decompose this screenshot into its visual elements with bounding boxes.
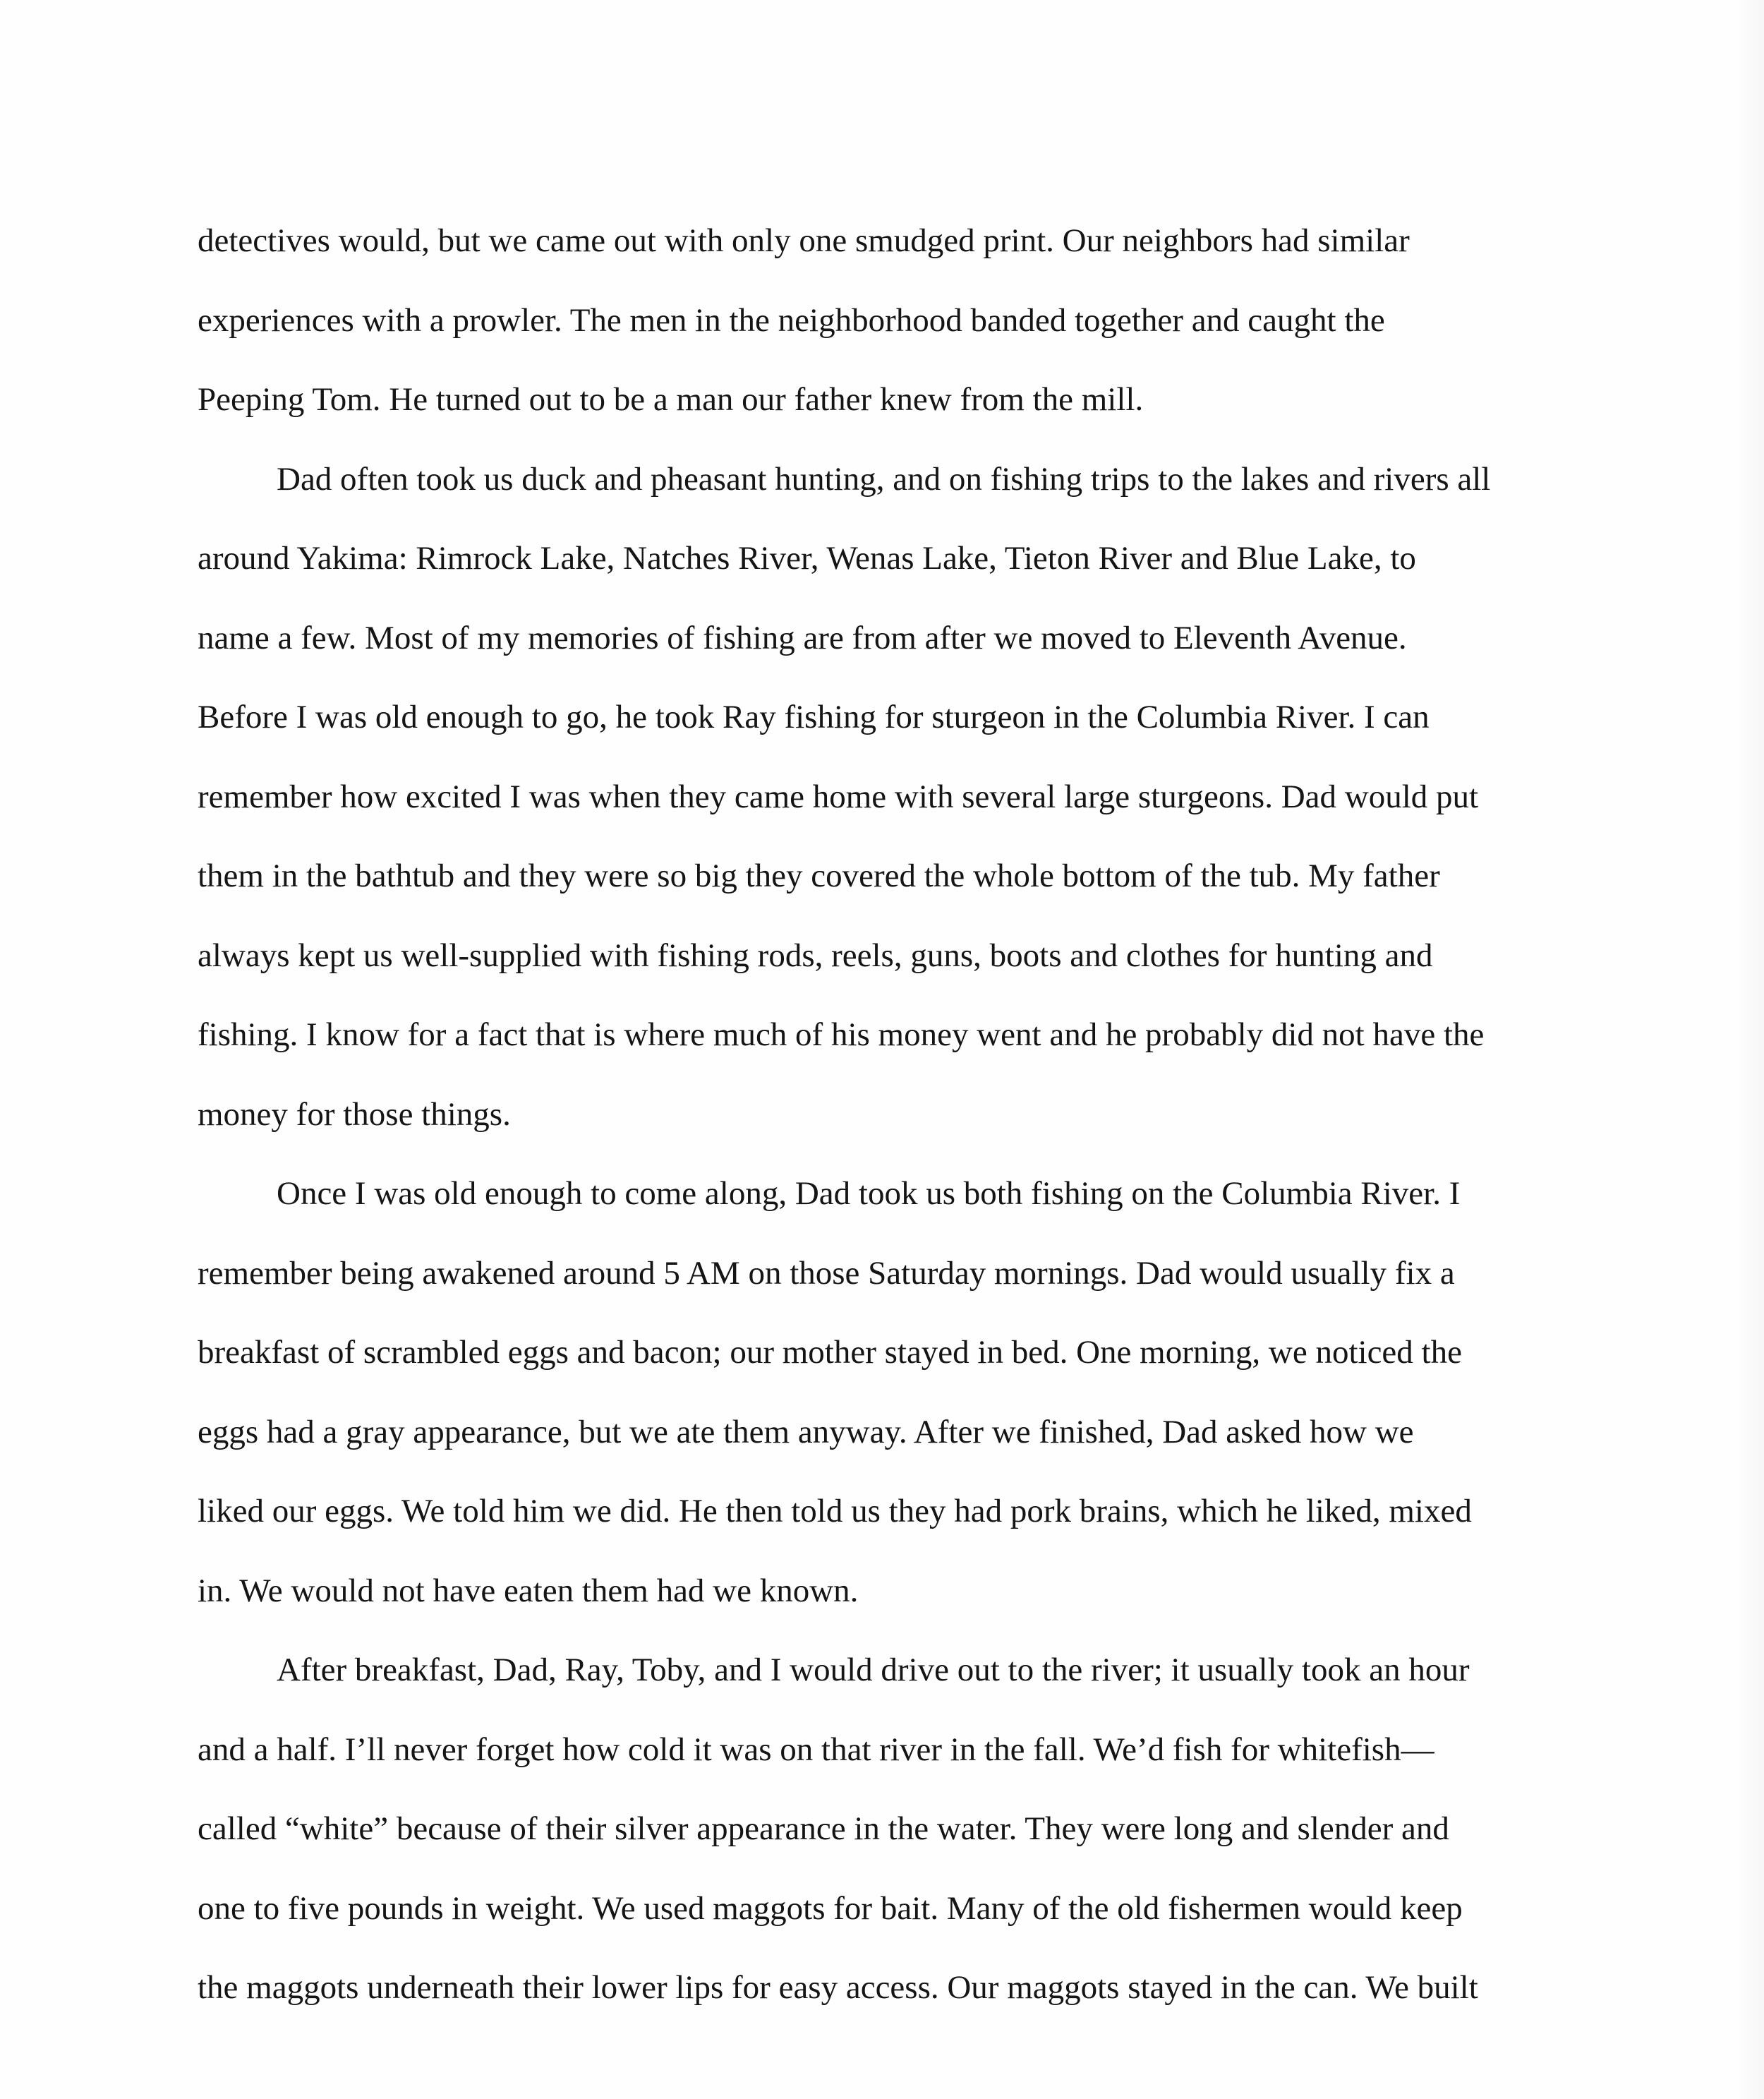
text-line: Dad often took us duck and pheasant hunting, and on fishing trips to the lakes and rivers all bbox=[277, 460, 1491, 498]
text-line: remember how excited I was when they came home with several large sturgeons. Dad would put bbox=[198, 778, 1479, 815]
body-text bbox=[198, 201, 1545, 2028]
text-line: and a half. I’ll never forget how cold it was on that river in the fall. We’d fish for whitefish— bbox=[198, 1731, 1434, 1768]
text-line: Before I was old enough to go, he took Ray fishing for sturgeon in the Columbia River. I can bbox=[198, 699, 1430, 735]
text-line: After breakfast, Dad, Ray, Toby, and I would drive out to the river; it usually took an hour bbox=[277, 1652, 1470, 1688]
page-edge-shadow bbox=[1736, 0, 1764, 2099]
text-line: Once I was old enough to come along, Dad took us both fishing on the Columbia River. I bbox=[277, 1175, 1461, 1212]
text-line: one to five pounds in weight. We used maggots for bait. Many of the old fishermen would keep bbox=[198, 1889, 1463, 1927]
text-line: experiences with a prowler. The men in the neighborhood banded together and caught the bbox=[198, 301, 1385, 339]
text-line: eggs had a gray appearance, but we ate them anyway. After we finished, Dad asked how we bbox=[198, 1413, 1414, 1450]
text-line: in. We would not have eaten them had we known. bbox=[198, 1572, 859, 1609]
text-line: remember being awakened around 5 AM on those Saturday mornings. Dad would usually fix a bbox=[198, 1254, 1455, 1292]
text-line: the maggots underneath their lower lips for easy access. Our maggots stayed in the can. We built bbox=[198, 1969, 1478, 2006]
text-line: money for those things. bbox=[198, 1095, 511, 1133]
text-line: detectives would, but we came out with only one smudged print. Our neighbors had similar bbox=[198, 222, 1410, 259]
text-line: liked our eggs. We told him we did. He then told us they had pork brains, which he liked, mixed bbox=[198, 1493, 1472, 1529]
text-line: called “white” because of their silver appearance in the water. They were long and slender and bbox=[198, 1810, 1449, 1847]
text-line: always kept us well-supplied with fishing rods, reels, guns, boots and clothes for hunting and bbox=[198, 937, 1433, 974]
text-line: fishing. I know for a fact that is where much of his money went and he probably did not have the bbox=[198, 1016, 1485, 1053]
text-line: them in the bathtub and they were so big they covered the whole bottom of the tub. My father bbox=[198, 858, 1440, 894]
text-line: name a few. Most of my memories of fishing are from after we moved to Eleventh Avenue. bbox=[198, 619, 1407, 656]
text-line: breakfast of scrambled eggs and bacon; our mother stayed in bed. One morning, we noticed the bbox=[198, 1334, 1462, 1371]
text-line: around Yakima: Rimrock Lake, Natches River, Wenas Lake, Tieton River and Blue Lake, to bbox=[198, 540, 1416, 577]
text-line: Peeping Tom. He turned out to be a man our father knew from the mill. bbox=[198, 381, 1144, 418]
